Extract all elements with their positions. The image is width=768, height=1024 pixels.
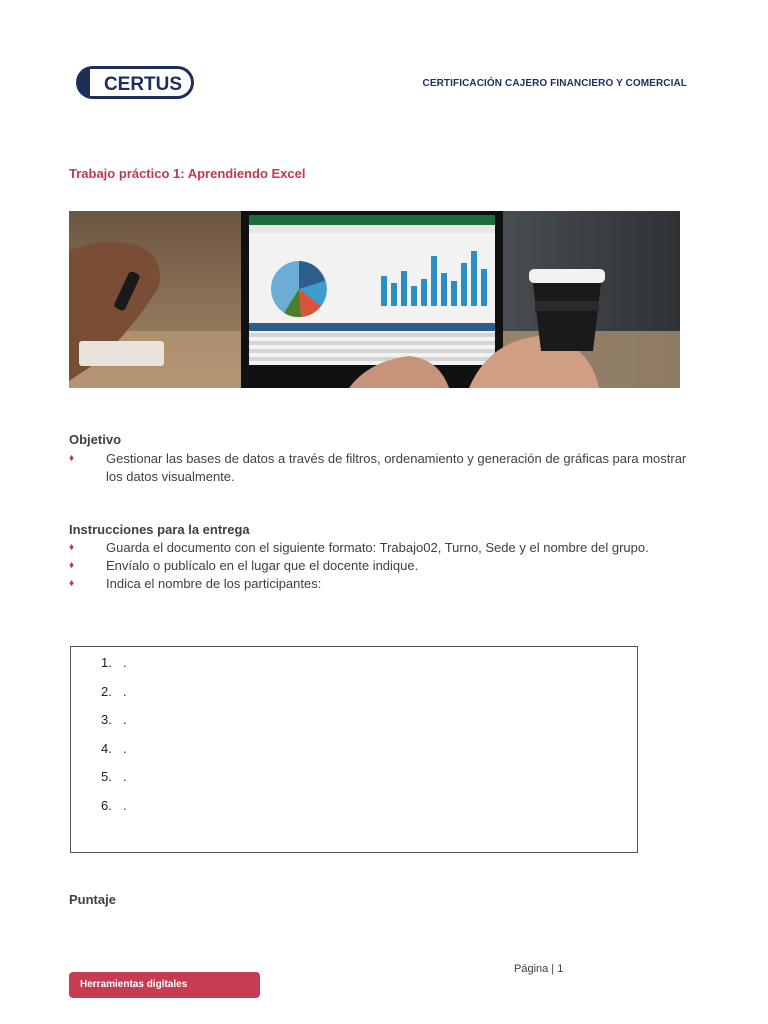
header-photo [69,211,680,388]
participant-name: . [123,798,127,813]
logo-text: CERTUS [103,74,183,95]
instruction-item [69,557,689,575]
document-title: Trabajo práctico 1: Aprendiendo Excel [69,166,306,181]
instruction-item [69,539,689,557]
instruction-item-text: Guarda el documento con el siguiente formato: Trabajo02, Turno, Sede y el nombre del grupo. [106,540,649,555]
participant-number: 2. [101,684,112,699]
objective-heading: Objetivo [69,432,122,447]
participant-row [101,684,127,699]
objective-item [69,450,689,486]
instruction-item-text: Indica el nombre de los participantes: [106,576,322,591]
diamond-bullet-icon: ♦ [69,542,75,553]
participant-number: 1. [101,655,112,670]
certus-logo-mark [76,66,194,99]
participant-row [101,712,127,727]
certus-logo [76,66,194,99]
participant-number: 5. [101,769,112,784]
objective-item-text: Gestionar las bases de datos a través de filtros, ordenamiento y generación de gráficas para mostrar los datos visualmente. [106,451,687,484]
participant-name: . [123,655,127,670]
laptop-spreadsheet-illustration [69,211,680,388]
objective-list [69,450,689,486]
header-title: CERTIFICACIÓN CAJERO FINANCIERO Y COMERCIAL [422,78,687,89]
diamond-bullet-icon: ♦ [69,578,75,589]
score-heading: Puntaje [69,892,116,907]
instruction-item-text: Envíalo o publícalo en el lugar que el docente indique. [106,558,419,573]
participant-row [101,769,127,784]
participant-row [101,798,127,813]
diamond-bullet-icon: ♦ [69,560,75,571]
participant-row [101,741,127,756]
instructions-list [69,539,689,593]
instruction-item [69,575,689,593]
participant-number: 3. [101,712,112,727]
participant-row [101,655,127,670]
participant-name: . [123,712,127,727]
participant-name: . [123,684,127,699]
participant-name: . [123,769,127,784]
participants-box [70,646,638,853]
participant-number: 4. [101,741,112,756]
footer-course-tag: Herramientas digitales [69,972,260,998]
participant-number: 6. [101,798,112,813]
participant-name: . [123,741,127,756]
diamond-bullet-icon: ♦ [69,453,75,464]
page-number: Página | 1 [514,963,564,975]
instructions-heading: Instrucciones para la entrega [69,522,250,537]
